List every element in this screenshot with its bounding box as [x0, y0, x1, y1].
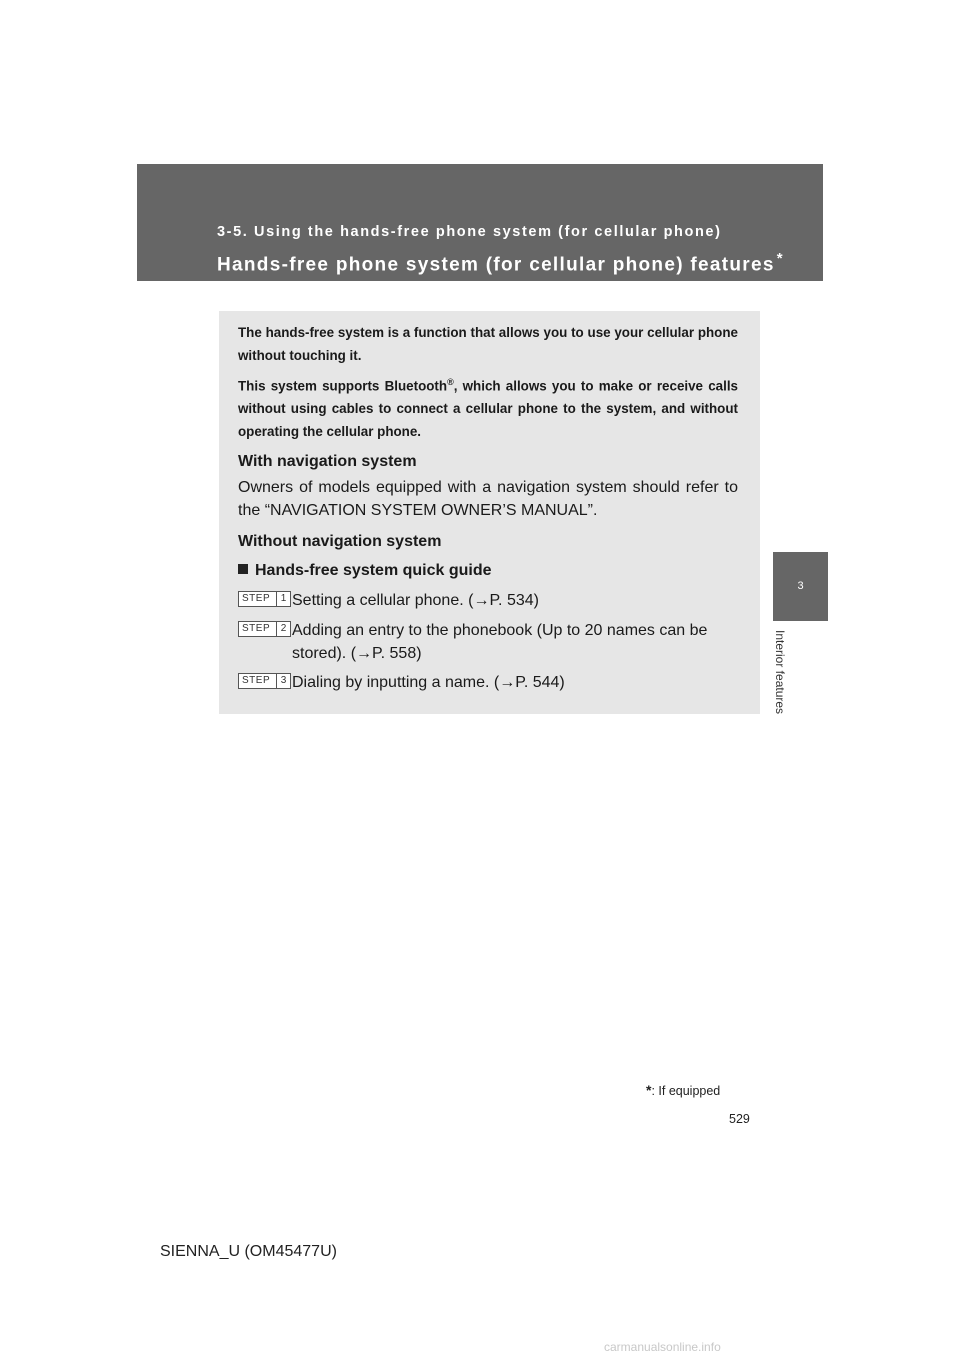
chapter-tab — [773, 552, 828, 621]
document-code: SIENNA_U (OM45477U) — [160, 1243, 337, 1260]
section-heading: 3-5. Using the hands-free phone system (for cellular phone) — [217, 224, 722, 240]
step-2 — [238, 619, 738, 665]
step-text: Dialing by inputting a name. (→P. 544) — [292, 674, 565, 691]
step-badge-number: 1 — [276, 592, 290, 606]
chapter-tab-number: 3 — [797, 580, 804, 592]
step-badge — [238, 673, 291, 689]
quick-guide-heading — [238, 562, 492, 580]
quick-guide-heading-text: Hands-free system quick guide — [255, 562, 492, 579]
page-number: 529 — [729, 1112, 750, 1126]
registered-mark: ® — [447, 377, 454, 387]
page-title — [217, 250, 784, 276]
page-title-text: Hands-free phone system (for cellular phone) features — [217, 254, 775, 276]
step-text: Adding an entry to the phonebook (Up to 20 names can be stored). (→P. 558) — [292, 622, 708, 662]
footnote-asterisk: * — [646, 1082, 652, 1098]
square-bullet-icon — [238, 564, 248, 574]
intro-paragraph-2 — [238, 371, 738, 443]
intro-2-start: This system supports Bluetooth — [238, 378, 448, 394]
step-badge — [238, 621, 291, 637]
no-nav-heading: Without navigation system — [238, 533, 442, 550]
chapter-tab-label: Interior features — [773, 630, 787, 715]
step-badge-number: 3 — [276, 674, 290, 688]
step-badge-label: STEP — [242, 623, 271, 634]
title-asterisk: * — [776, 250, 784, 267]
footnote — [646, 1082, 720, 1098]
step-badge-label: STEP — [242, 593, 271, 604]
intro-paragraph-1: The hands-free system is a function that allows you to use your cellular phone without touching it. — [238, 325, 738, 363]
step-1 — [238, 589, 738, 612]
chapter-header — [137, 164, 823, 281]
step-badge-number: 2 — [276, 622, 290, 636]
step-badge-label: STEP — [242, 675, 271, 686]
watermark: carmanualsonline.info — [604, 1340, 721, 1354]
intro-2-end: , which allows you to make or receive calls without using cables to connect a cellular phone to the system, and without operating the cellular phone. — [238, 378, 738, 440]
step-badge — [238, 591, 291, 607]
step-3 — [238, 671, 738, 694]
content-box — [219, 311, 760, 714]
footnote-text: : If equipped — [651, 1084, 721, 1098]
nav-heading: With navigation system — [238, 453, 417, 470]
nav-paragraph: Owners of models equipped with a navigation system should refer to the “NAVIGATION SYSTEM OWNER’S MANUAL”. — [238, 479, 738, 519]
step-text: Setting a cellular phone. (→P. 534) — [292, 592, 539, 609]
